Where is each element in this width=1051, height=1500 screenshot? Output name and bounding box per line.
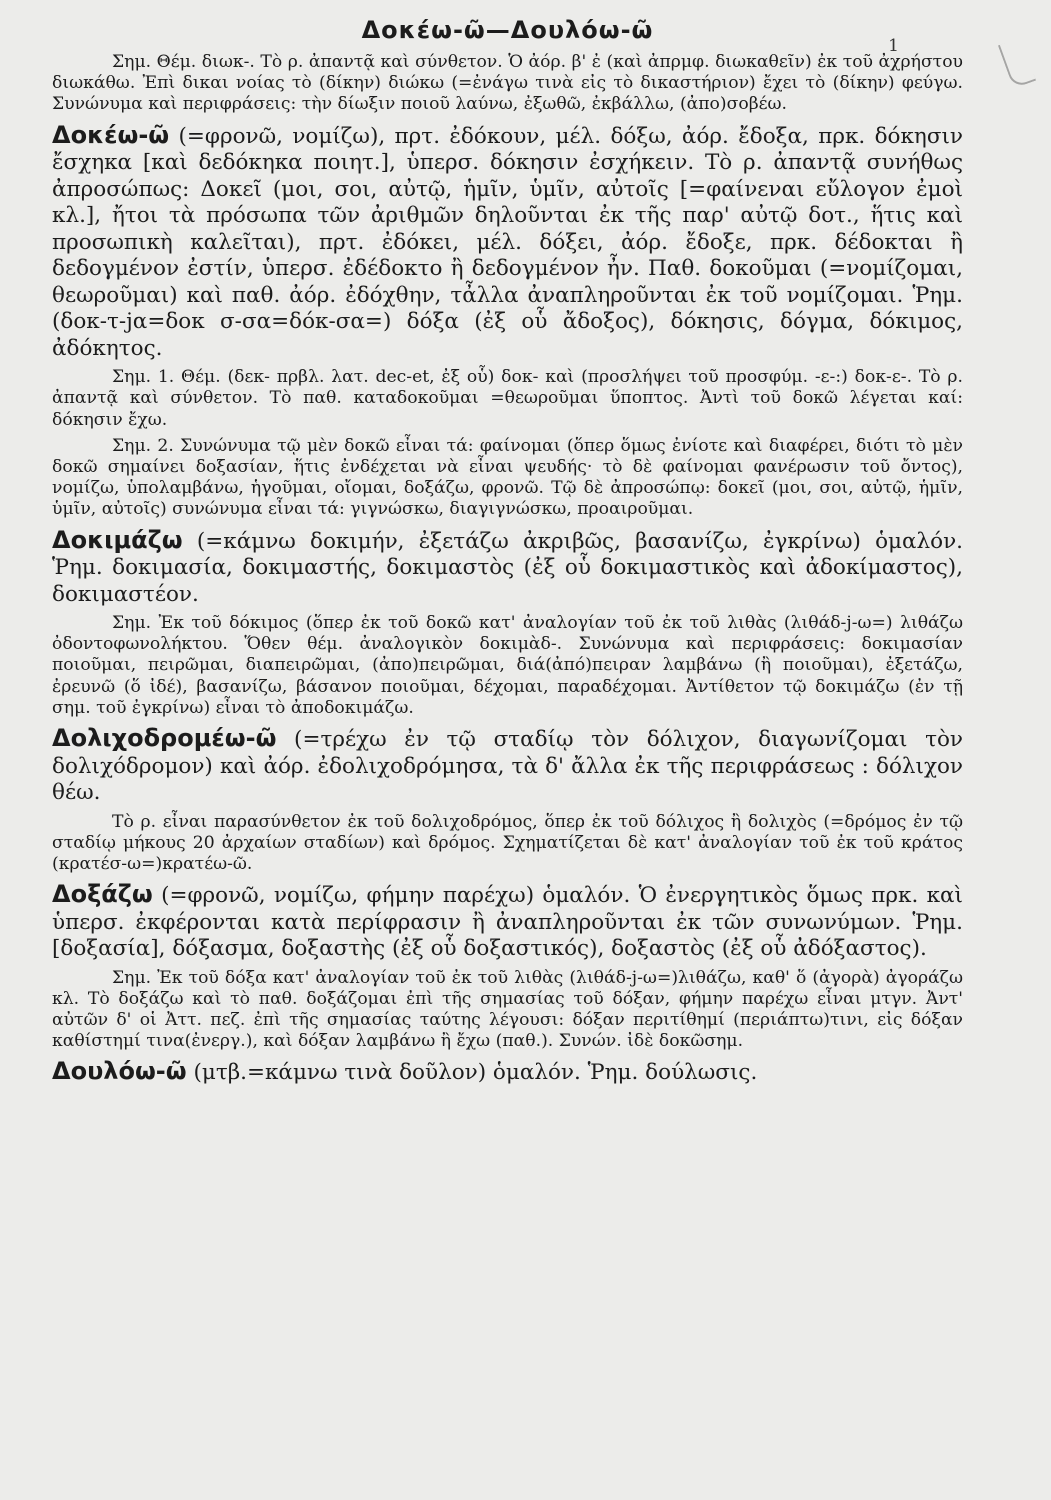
dictionary-entry: [52, 1058, 963, 1087]
entry-note: Σημ. 2. Συνώνυμα τῷ μὲν δοκῶ εἶναι τά: φαίνομαι (ὅπερ ὅμως ἐνίοτε καὶ διαφέρει, διότι τὸ μὲν δοκῶ σημαίνει δοξασίαν, ἥτις ἐνδέχεται νὰ εἶναι ψευδής· τὸ δὲ φαίνομαι φανέρωσιν τοῦ ὄντος), νομίζω, ὑπολαμβάνω, ἡγοῦμαι, οἴομαι, δοξάζω, φρονῶ. Τῷ δὲ ἀπροσώπῳ: δοκεῖ (μοι, σοι, αὐτῷ, ἡμῖν, ὑμῖν, αὐτοῖς) συνώνυμα εἶναι τά: γιγνώσκω, διαγιγνώσκω, προαιροῦμαι.: [52, 435, 963, 520]
dictionary-entry: [52, 122, 963, 363]
entry-headword: Δουλόω-ῶ: [52, 1057, 187, 1086]
entry-definition: (=τρέχω ἐν τῷ σταδίῳ τὸν δόλιχον, διαγωνίζομαι τὸν δολιχόδρομον) καὶ ἀόρ. ἐδολιχοδρόμησα, τὰ δ' ἄλλα ἐκ τῆς περιφράσεως : δόλιχον θέω.: [52, 727, 963, 806]
running-header: Δοκέω-ῶ—Δουλόω-ῶ: [361, 16, 654, 44]
entry-note: Σημ. Ἐκ τοῦ δόξα κατ' ἀναλογίαν τοῦ ἐκ τοῦ λιθὰς (λιθάδ-j-ω=)λιθάζω, καθ' ὅ (ἀγορὰ) ἀγοράζω κλ. Τὸ δοξάζω καὶ τὸ παθ. δοξάζομαι ἐπὶ τῆς σημασίας τοῦ δόξαν, φήμην παρέχω εἶναι μτγν. Ἀντ' αὐτῶν δ' οἱ Ἀττ. πεζ. ἐπὶ τῆς σημασίας ταύτης λέγουσι: δόξαν περιτίθημί (περιάπτω)τινι, εἰς δόξαν καθίστημί τινα(ἐνεργ.), καὶ δόξαν λαμβάνω ἢ ἔχω (παθ.). Συνών. ἰδὲ δοκῶσημ.: [52, 967, 963, 1052]
entry-note: Σημ. 1. Θέμ. (δεκ- πρβλ. λατ. dec-et, ἐξ οὗ) δοκ- καὶ (προσλήψει τοῦ προσφύμ. -ε-:) δοκ-ε-. Τὸ ρ. ἀπαντᾷ καὶ σύνθετον. Τὸ παθ. καταδοκοῦμαι =θεωροῦμαι ὕποπτος. Ἀντὶ τοῦ δοκῶ λέγεται καί: δόκησιν ἔχω.: [52, 367, 963, 430]
entry-headword: Δοκέω-ῶ: [52, 120, 170, 149]
entry-headword: Δοκιμάζω: [52, 525, 183, 554]
page-body: [52, 52, 963, 1087]
dictionary-entry: [52, 527, 963, 609]
entry-definition: (=φρονῶ, νομίζω), πρτ. ἐδόκουν, μέλ. δόξω, ἀόρ. ἔδοξα, πρκ. δόκησιν ἔσχηκα [καὶ δεδόκηκα ποιητ.], ὑπερσ. δόκησιν ἐσχήκειν. Τὸ ρ. ἀπαντᾷ συνήθως ἀπροσώπως: Δοκεῖ (μοι, σοι, αὐτῷ, ἡμῖν, ὑμῖν, αὐτοῖς [=φαίνεναι εὔλογον ἐμοὶ κλ.], ἤτοι τὰ πρόσωπα τῶν ἀριθμῶν δηλοῦνται ἐκ τῆς παρ' αὐτῷ δοτ., ἥτις καὶ προσωπικὴ καλεῖται), πρτ. ἐδόκει, μέλ. δόξει, ἀόρ. ἔδοξε, πρκ. δέδοκται ἢ δεδογμένον ἐστίν, ὑπερσ. ἐδέδοκτο ἢ δεδογμένον ἦν. Παθ. δοκοῦμαι (=νομίζομαι, θεωροῦμαι) καὶ παθ. ἀόρ. ἐδόχθην, τἆλλα ἀναπληροῦνται ἐκ τοῦ νομίζομαι. Ῥημ. (δοκ-τ-jα=δοκ σ-σα=δόκ-σα=) δόξα (ἐξ οὗ ἄδοξος), δόκησις, δόγμα, δόκιμος, ἀδόκητος.: [52, 123, 963, 361]
entry-definition: (=κάμνω δοκιμήν, ἐξετάζω ἀκριβῶς, βασανίζω, ἐγκρίνω) ὁμαλόν. Ῥημ. δοκιμασία, δοκιμαστής, δοκιμαστὸς (ἐξ οὗ δοκιμαστικὸς καὶ ἀδοκίμαστος), δοκιμαστέον.: [52, 528, 963, 607]
pencil-mark-icon: [998, 37, 1036, 88]
page-number: 1: [888, 36, 899, 56]
entry-note: Σημ. Θέμ. διωκ-. Τὸ ρ. ἀπαντᾷ καὶ σύνθετον. Ὁ ἀόρ. β' ἐ (καὶ ἀπρμφ. διωκαθεῖν) ἐκ τοῦ ἀχρήστου διωκάθω. Ἐπὶ δικαι νοίας τὸ (δίκην) διώκω (=ἐνάγω τινὰ εἰς τὸ δικαστήριον) ἔχει τὸ (δίκην) φεύγω. Συνώνυμα καὶ περιφράσεις: τὴν δίωξιν ποιοῦ λαύνω, ἐξωθῶ, ἐκβάλλω, (ἀπο)σοβέω.: [52, 52, 963, 115]
entry-definition: (=φρονῶ, νομίζω, φήμην παρέχω) ὁμαλόν. Ὁ ἐνεργητικὸς ὅμως πρκ. καὶ ὑπερσ. ἐκφέρονται κατὰ περίφρασιν ἢ ἀναπληροῦνται ἐκ τῶν συνωνύμων. Ῥημ. [δοξασία], δόξασμα, δοξαστὴς (ἐξ οὗ δοξαστικός), δοξαστὸς (ἐξ οὗ ἀδόξαστος).: [52, 883, 963, 962]
entry-note: Τὸ ρ. εἶναι παρασύνθετον ἐκ τοῦ δολιχοδρόμος, ὅπερ ἐκ τοῦ δόλιχος ἢ δολιχὸς (=δρόμος ἐν τῷ σταδίῳ μήκους 20 ἀρχαίων σταδίων) καὶ δρόμος. Σχηματίζεται δὲ κατ' ἀναλογίαν τοῦ ἐκ τοῦ κράτος (κρατέσ-ω=)κρατέω-ῶ.: [52, 811, 963, 874]
entry-note: Σημ. Ἐκ τοῦ δόκιμος (ὅπερ ἐκ τοῦ δοκῶ κατ' ἀναλογίαν τοῦ ἐκ τοῦ λιθὰς (λιθάδ-j-ω=) λιθάζω ὀδοντοφωνολήκτου. Ὅθεν θέμ. ἀναλογικὸν δοκιμὰδ-. Συνώνυμα καὶ περιφράσεις: δοκιμασίαν ποιοῦμαι, πειρῶμαι, διαπειρῶμαι, (ἀπο)πειρῶμαι, διά(ἀπό)πειραν λαμβάνω (ἢ ποιοῦμαι), ἐξετάζω, ἐρευνῶ (ὅ ἰδέ), βασανίζω, βάσανον ποιοῦμαι, δέχομαι, παραδέχομαι. Ἀντίθετον τῷ δοκιμάζω (ἐν τῇ σημ. τοῦ ἐγκρίνω) εἶναι τὸ ἀποδοκιμάζω.: [52, 613, 963, 718]
entry-definition: (μτβ.=κάμνω τινὰ δοῦλον) ὁμαλόν. Ῥημ. δούλωσις.: [186, 1060, 758, 1086]
entry-headword: Δολιχοδρομέω-ῶ: [52, 724, 277, 753]
dictionary-entry: [52, 881, 963, 963]
dictionary-entry: [52, 725, 963, 807]
entry-headword: Δοξάζω: [52, 880, 153, 909]
